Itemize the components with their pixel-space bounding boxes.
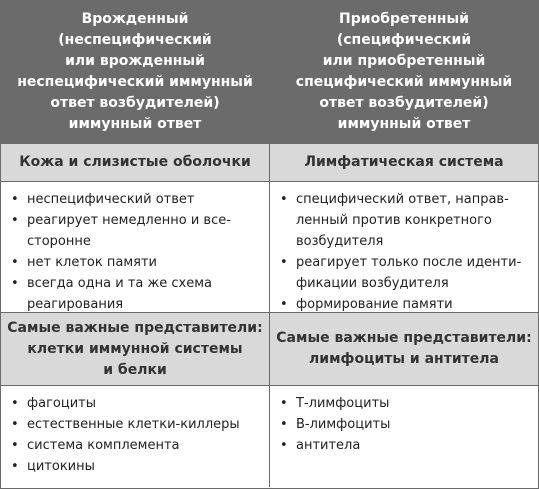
text-line: Кожа и слизистые оболочки bbox=[19, 154, 251, 170]
list-item-text: специфический ответ, направ- bbox=[296, 192, 509, 207]
list-item-text: естественные клетки-киллеры bbox=[27, 417, 240, 432]
section2-title-innate bbox=[1, 313, 269, 385]
text-line: иммунный ответ bbox=[337, 116, 471, 132]
list-item-text: формирование памяти bbox=[296, 297, 453, 312]
list-item bbox=[280, 414, 532, 435]
bullet-list bbox=[11, 393, 263, 477]
bullet-icon: • bbox=[11, 255, 19, 270]
list-item bbox=[11, 456, 263, 477]
list-item bbox=[11, 252, 263, 273]
list-item-text: ленный против конкретного bbox=[296, 213, 492, 228]
section1-list-adaptive bbox=[270, 182, 538, 312]
text-line: неспецифический иммунный bbox=[17, 74, 253, 90]
bullet-icon: • bbox=[11, 438, 19, 453]
list-item bbox=[280, 435, 532, 456]
list-item-text: цитокины bbox=[27, 459, 95, 474]
text-line: ответ возбудителей) bbox=[319, 95, 489, 111]
text-line: иммунный ответ bbox=[68, 116, 202, 132]
section1-title-adaptive bbox=[270, 144, 538, 181]
header-adaptive bbox=[270, 1, 538, 143]
bullet-icon: • bbox=[11, 276, 19, 291]
header-innate bbox=[1, 1, 269, 143]
text-line: (неспецифический bbox=[58, 32, 212, 48]
bullet-icon: • bbox=[11, 213, 19, 228]
text-line: ответ возбудителей) bbox=[50, 95, 220, 111]
bullet-icon: • bbox=[11, 459, 19, 474]
bullet-icon: • bbox=[11, 192, 19, 207]
bullet-icon: • bbox=[280, 192, 288, 207]
list-item bbox=[11, 189, 263, 210]
section2-list-innate bbox=[1, 386, 269, 487]
section1-title-innate bbox=[1, 144, 269, 181]
text-line: Врожденный bbox=[81, 11, 189, 27]
text-line: Самые важные представители: bbox=[276, 330, 532, 346]
bullet-icon: • bbox=[280, 396, 288, 411]
list-item bbox=[11, 393, 263, 414]
text-line: Приобретенный bbox=[339, 11, 469, 27]
text-line: специфический иммунный bbox=[295, 74, 513, 90]
list-item bbox=[11, 210, 263, 252]
bullet-icon: • bbox=[280, 438, 288, 453]
text-line: клетки иммунной системы bbox=[27, 340, 243, 357]
text-line: Лимфатическая система bbox=[304, 154, 504, 170]
list-item-text: фагоциты bbox=[27, 396, 96, 411]
bullet-icon: • bbox=[280, 255, 288, 270]
bullet-list bbox=[11, 189, 263, 315]
section1-list-innate bbox=[1, 182, 269, 312]
list-item bbox=[280, 252, 532, 294]
list-item bbox=[11, 414, 263, 435]
list-item-text: В-лимфоциты bbox=[296, 417, 391, 432]
text-line: Самые важные представители: bbox=[7, 319, 263, 336]
bullet-icon: • bbox=[11, 396, 19, 411]
section1-title-adaptive-text bbox=[304, 152, 503, 173]
header-innate-text bbox=[17, 9, 253, 135]
list-item bbox=[280, 294, 532, 315]
section2-title-innate-text bbox=[7, 318, 262, 381]
list-item-text: возбудителя bbox=[296, 234, 384, 249]
section2-list-adaptive bbox=[270, 386, 538, 487]
bullet-icon: • bbox=[11, 417, 19, 432]
list-item-text: сторонне bbox=[27, 234, 91, 249]
list-item-text: нет клеток памяти bbox=[27, 255, 157, 270]
list-item-text: Т-лимфоциты bbox=[296, 396, 390, 411]
text-line: или приобретенный bbox=[322, 53, 486, 69]
list-item-text: неспецифический ответ bbox=[27, 192, 195, 207]
list-item bbox=[11, 273, 263, 315]
list-item-text: реагирует немедленно и все- bbox=[27, 213, 231, 228]
list-item-text: всегда одна и та же схема bbox=[27, 276, 212, 291]
list-item-text: фикации возбудителя bbox=[296, 276, 449, 291]
list-item bbox=[11, 435, 263, 456]
bullet-icon: • bbox=[280, 417, 288, 432]
list-item-text: антитела bbox=[296, 438, 361, 453]
text-line: (специфический bbox=[336, 32, 472, 48]
text-line: и белки bbox=[103, 361, 167, 378]
list-item bbox=[280, 189, 532, 252]
list-item bbox=[280, 393, 532, 414]
list-item-text: реагирования bbox=[27, 297, 124, 312]
bullet-list bbox=[280, 393, 532, 456]
text-line: или врожденный bbox=[65, 53, 205, 69]
bullet-icon: • bbox=[280, 297, 288, 312]
header-adaptive-text bbox=[296, 9, 512, 135]
bullet-list bbox=[280, 189, 532, 315]
section2-title-adaptive bbox=[270, 313, 538, 385]
list-item-text: система комплемента bbox=[27, 438, 180, 453]
section1-title-innate-text bbox=[19, 152, 251, 173]
text-line: лимфоциты и антитела bbox=[309, 351, 499, 367]
list-item-text: реагирует только после иденти- bbox=[296, 255, 522, 270]
section2-title-adaptive-text bbox=[276, 328, 531, 370]
